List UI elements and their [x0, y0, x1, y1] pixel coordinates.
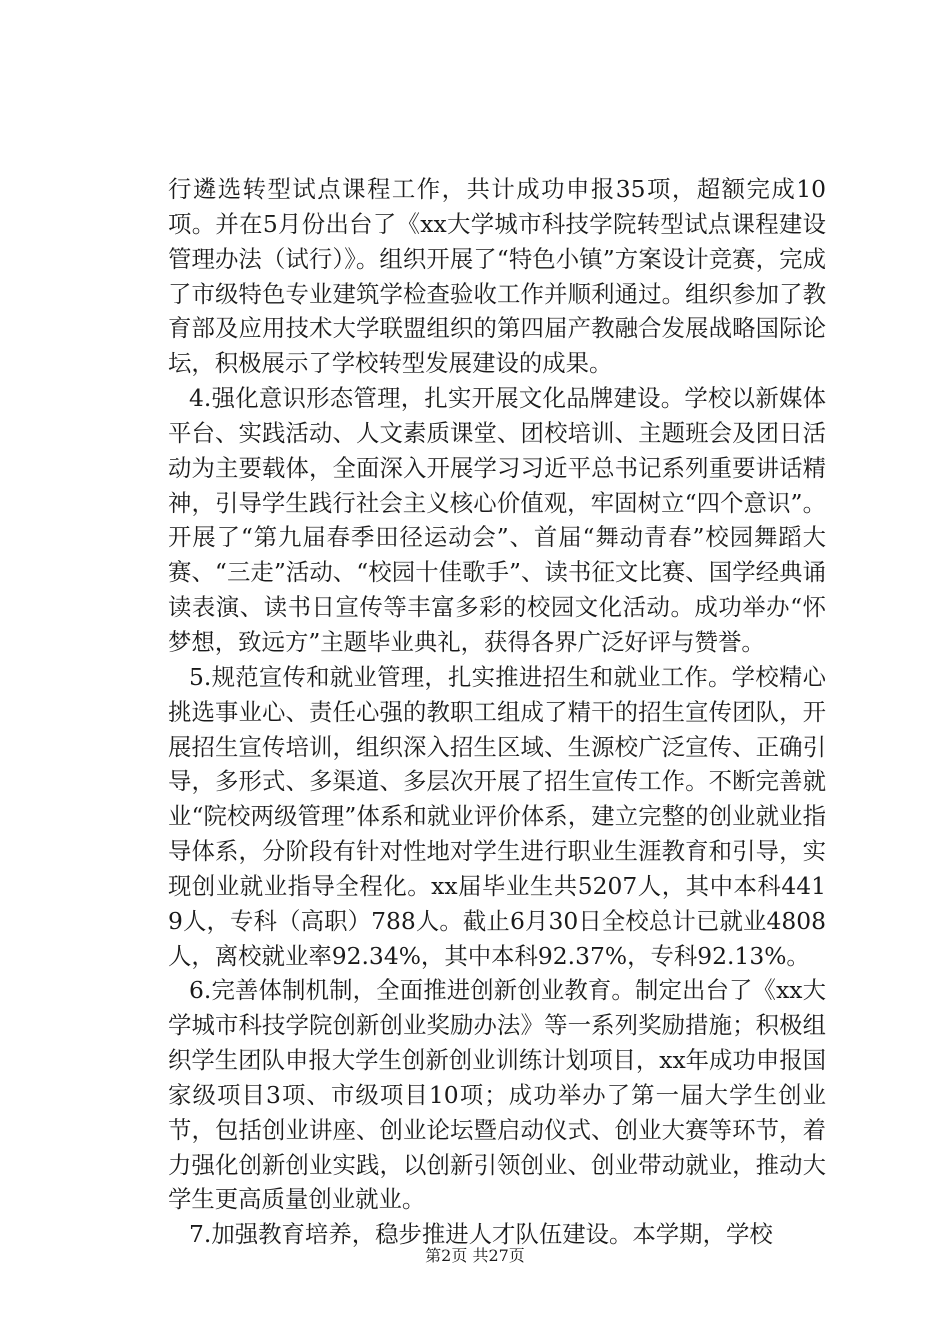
paragraph-item-6: 6.完善体制机制，全面推进创新创业教育。制定出台了《xx大学城市科技学院创新创业奖励办法》等一系列奖励措施；积极组织学生团队申报大学生创新创业训练计划项目，xx年成功申报国家级项目3项、市级项目10项；成功举办了第一届大学生创业节，包括创业讲座、创业论坛暨启动仪式、创业大赛等环节，着力强化创新创业实践，以创新引领创业、创业带动就业，推动大学生更高质量创业就业。 — [168, 976, 826, 1214]
page-footer: 第2页 共27页 — [425, 1246, 525, 1265]
paragraph-continuation: 行遴选转型试点课程工作，共计成功申报35项，超额完成10项。并在5月份出台了《xx大学城市科技学院转型试点课程建设管理办法（试行）》。组织开展了“特色小镇”方案设计竞赛，完成了市级特色专业建筑学检查验收工作并顺利通过。组织参加了教育部及应用技术大学联盟组织的第四届产教融合发展战略国际论坛，积极展示了学校转型发展建设的成果。 — [168, 175, 826, 378]
paragraph-item-4: 4.强化意识形态管理，扎实开展文化品牌建设。学校以新媒体平台、实践活动、人文素质课堂、团校培训、主题班会及团日活动为主要载体，全面深入开展学习习近平总书记系列重要讲话精神，引导学生践行社会主义核心价值观，牢固树立“四个意识”。开展了“第九届春季田径运动会”、首届“舞动青春”校园舞蹈大赛、“三走”活动、“校园十佳歌手”、读书征文比赛、国学经典诵读表演、读书日宣传等丰富多彩的校园文化活动。成功举办“怀梦想，致远方”主题毕业典礼，获得各界广泛好评与赞誉。 — [168, 384, 826, 656]
paragraph-item-7: 7.加强教育培养，稳步推进人才队伍建设。本学期，学校 — [189, 1220, 773, 1249]
document-body — [168, 172, 826, 1252]
paragraph-item-5: 5.规范宣传和就业管理，扎实推进招生和就业工作。学校精心挑选事业心、责任心强的教职工组成了精干的招生宣传团队，开展招生宣传培训，组织深入招生区域、生源校广泛宣传、正确引导，多形式、多渠道、多层次开展了招生宣传工作。不断完善就业“院校两级管理”体系和就业评价体系，建立完整的创业就业指导体系，分阶段有针对性地对学生进行职业生涯教育和引导，实现创业就业指导全程化。xx届毕业生共5207人，其中本科4419人，专科（高职）788人。截止6月30日全校总计已就业4808人，离校就业率92.34%，其中本科92.37%，专科92.13%。 — [168, 662, 826, 970]
